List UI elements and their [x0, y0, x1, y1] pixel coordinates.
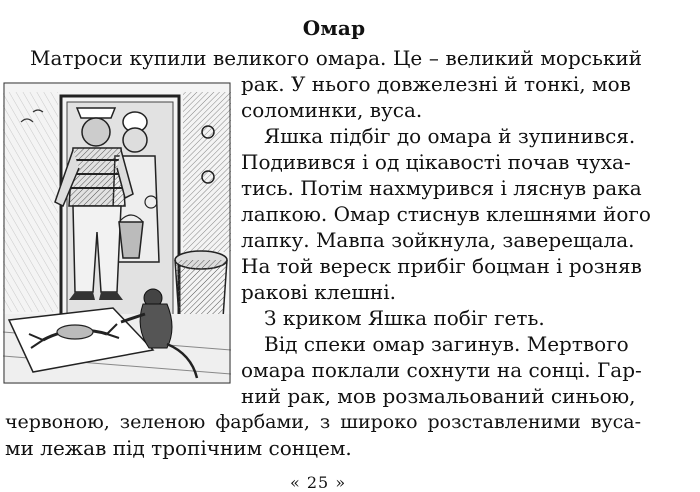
text-line-14: ний рак, мов розмальований синьою,: [241, 384, 636, 408]
text-line-9: На той вереск прибіг боцман і розняв: [241, 254, 642, 278]
text-line-2: рак. У нього довжелезні й тонкі, мов: [241, 72, 631, 96]
story-title: Омар: [302, 16, 366, 40]
text-line-13: омара поклали сохнути на сонці. Гар-: [241, 358, 642, 382]
page-number: « 25 »: [290, 473, 347, 492]
illustration-drawing: [3, 82, 231, 384]
text-line-16: ми лежав під тропічним сонцем.: [5, 436, 352, 460]
text-line-8: лапку. Мавпа зойкнула, заверещала.: [241, 228, 635, 252]
text-line-10: ракові клешні.: [241, 280, 396, 304]
text-line-1: Матроси купили великого омара. Це – великий морський: [30, 46, 642, 70]
text-line-7: лапкою. Омар стиснув клешнями його: [241, 202, 651, 226]
text-line-4: Яшка підбіг до омара й зупинився.: [264, 124, 636, 148]
text-line-3: соломинки, вуса.: [241, 98, 423, 122]
text-line-12: Від спеки омар загинув. Мертвого: [264, 332, 629, 356]
story-illustration: [3, 82, 231, 384]
text-line-5: Подивився і од цікавості почав чуха-: [241, 150, 631, 174]
text-line-11: З криком Яшка побіг геть.: [264, 306, 545, 330]
text-line-15: червоною, зеленою фарбами, з широко розставленими вуса-: [5, 411, 641, 433]
text-line-6: тись. Потім нахмурився і ляснув рака: [241, 176, 642, 200]
